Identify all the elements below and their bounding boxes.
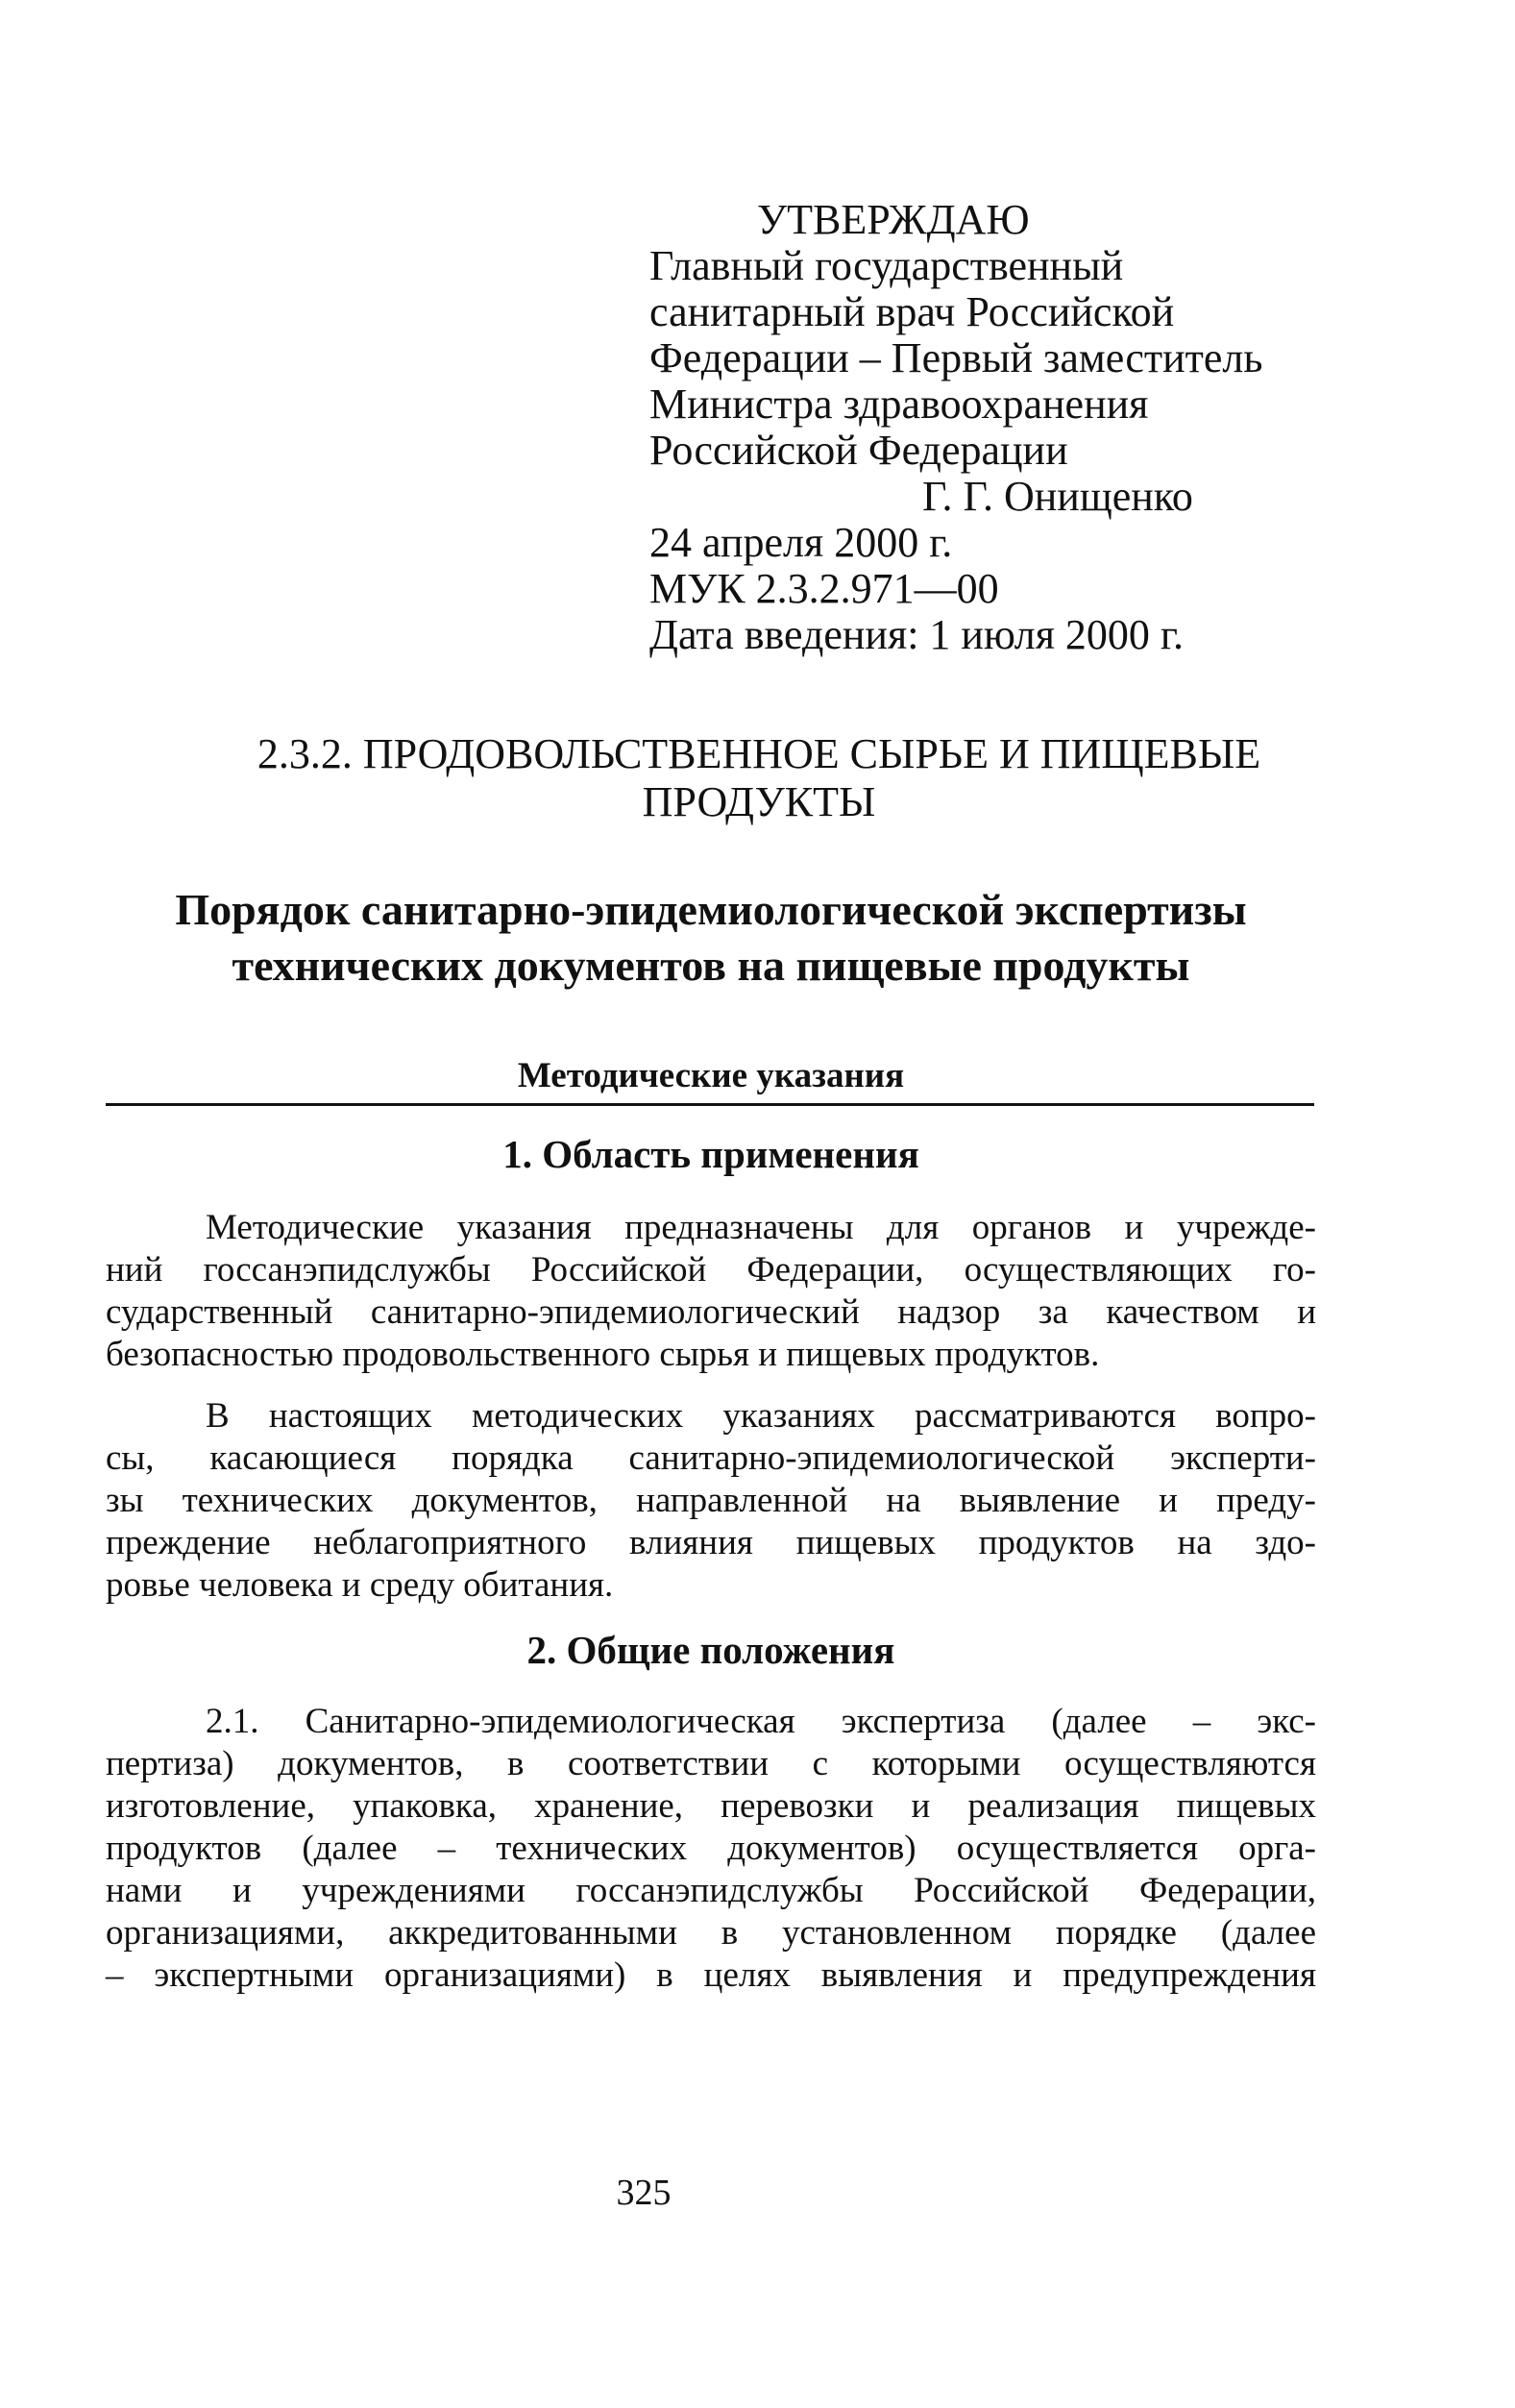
approval-line: Министра здравоохранения xyxy=(649,381,1149,428)
chapter-2-heading: 2. Общие положения xyxy=(526,1628,895,1672)
text-line: 2.1. Санитарно-эпидемиологическая экспертиза (далее – экс- xyxy=(206,1702,1316,1741)
approval-date: 24 апреля 2000 г. xyxy=(649,519,953,566)
chapter-2-paragraph-1 xyxy=(106,1701,1316,1997)
page-number: 325 xyxy=(616,2173,672,2213)
text-line: изготовление, упаковка, хранение, перевозки и реализация пищевых xyxy=(106,1786,1316,1826)
approval-line: Российской Федерации xyxy=(649,427,1068,474)
approval-line: Федерации – Первый заместитель xyxy=(649,334,1263,381)
approval-line: санитарный врач Российской xyxy=(649,288,1175,335)
text-line: безопасностью продовольственного сырья и пищевых продуктов. xyxy=(106,1335,1100,1374)
header-divider xyxy=(106,1103,1314,1106)
text-line: преждение неблагоприятного влияния пищевых продуктов на здо- xyxy=(106,1523,1316,1562)
document-title-line: технических документов на пищевые продукты xyxy=(232,941,1190,990)
approval-signer: Г. Г. Онищенко xyxy=(922,473,1193,520)
text-line: – экспертными организациями) в целях выявления и предупреждения xyxy=(106,1955,1316,1995)
document-title-line: Порядок санитарно-эпидемиологической экспертизы xyxy=(175,885,1247,934)
chapter-1-paragraph-2 xyxy=(106,1395,1316,1607)
text-line: нами и учреждениями госсанэпидслужбы Российской Федерации, xyxy=(106,1871,1316,1910)
text-line: Методические указания предназначены для органов и учрежде- xyxy=(206,1208,1316,1247)
approval-heading: УТВЕРЖДАЮ xyxy=(757,196,1030,243)
text-line: продуктов (далее – технических документов) осуществляется орга- xyxy=(106,1829,1316,1868)
approval-block xyxy=(649,197,1380,658)
chapter-1-paragraph-1 xyxy=(106,1207,1316,1376)
section-heading-line: ПРОДУКТЫ xyxy=(642,778,876,825)
text-line: сы, касающиеся порядка санитарно-эпидемиологической эксперти- xyxy=(106,1438,1316,1478)
section-heading-line: 2.3.2. ПРОДОВОЛЬСТВЕННОЕ СЫРЬЕ И ПИЩЕВЫЕ xyxy=(257,730,1261,777)
text-line: пертиза) документов, в соответствии с которыми осуществляются xyxy=(106,1744,1316,1783)
text-line: ний госсанэпидслужбы Российской Федерации, осуществляющих го- xyxy=(106,1250,1316,1290)
document-type: Методические указания xyxy=(517,1056,905,1095)
chapter-1-heading: 1. Область применения xyxy=(502,1132,919,1176)
text-line: организациями, аккредитованными в установленном порядке (далее xyxy=(106,1913,1316,1953)
section-heading xyxy=(86,730,1431,826)
text-line: зы технических документов, направленной на выявление и преду- xyxy=(106,1481,1316,1520)
effective-date: Дата введения: 1 июля 2000 г. xyxy=(649,611,1185,658)
text-line: сударственный санитарно-эпидемиологический надзор за качеством и xyxy=(106,1292,1316,1332)
text-line: В настоящих методических указаниях рассматриваются вопро- xyxy=(206,1396,1316,1436)
approval-line: Главный государственный xyxy=(649,242,1124,289)
document-title xyxy=(58,882,1364,994)
document-code: МУК 2.3.2.971—00 xyxy=(649,565,999,612)
text-line: ровье человека и среду обитания. xyxy=(106,1565,614,1605)
